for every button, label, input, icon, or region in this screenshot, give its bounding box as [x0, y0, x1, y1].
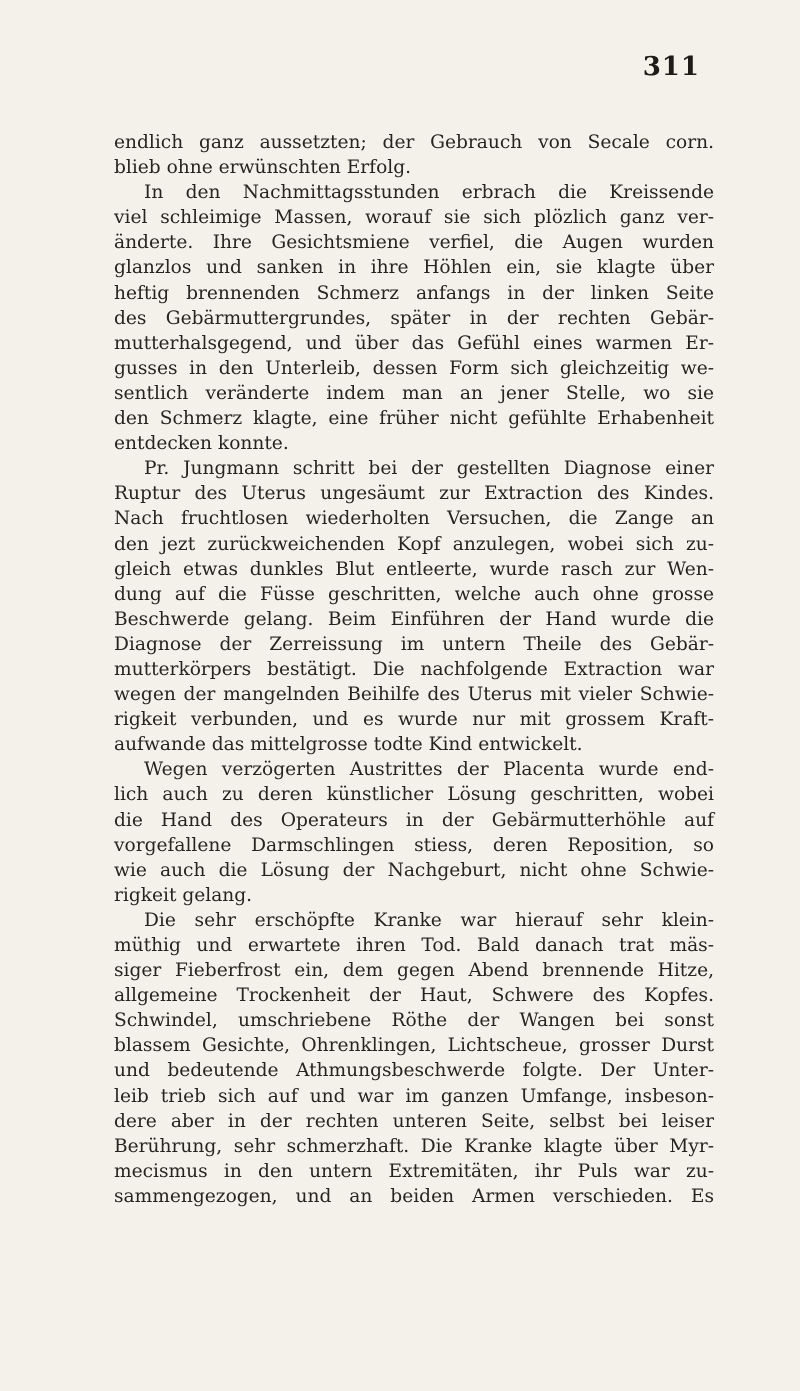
body-text — [114, 130, 714, 1209]
text-line: änderte. Ihre Gesichtsmiene verfiel, die Augen wurden — [114, 232, 714, 254]
text-line: mecismus in den untern Extremitäten, ihr Puls war zu- — [114, 1160, 714, 1182]
text-line: Nach fruchtlosen wiederholten Versuchen, die Zange an — [114, 508, 714, 530]
text-line: wegen der mangelnden Beihilfe des Uterus mit vieler Schwie- — [114, 684, 714, 706]
page-number: 311 — [642, 52, 700, 82]
text-line: rigkeit gelang. — [114, 884, 253, 906]
text-line: siger Fieberfrost ein, dem gegen Abend brennende Hitze, — [114, 960, 714, 982]
text-line: aufwande das mittelgrosse todte Kind entwickelt. — [114, 734, 583, 756]
text-line: sammengezogen, und an beiden Armen verschieden. Es — [114, 1185, 714, 1207]
text-line: des Gebärmuttergrundes, später in der rechten Gebär- — [114, 307, 714, 329]
text-line: den Schmerz klagte, eine früher nicht gefühlte Erhabenheit — [114, 408, 714, 430]
text-line: den jezt zurückweichenden Kopf anzulegen, wobei sich zu- — [114, 533, 714, 555]
text-line: müthig und erwartete ihren Tod. Bald danach trat mäs- — [114, 935, 714, 956]
text-line: leib trieb sich auf und war im ganzen Umfange, insbeson- — [114, 1085, 714, 1107]
text-line: Schwindel, umschriebene Röthe der Wangen bei sonst — [114, 1010, 714, 1032]
text-line: rigkeit verbunden, und es wurde nur mit grossem Kraft- — [114, 709, 714, 731]
text-line: dere aber in der rechten unteren Seite, selbst bei leiser — [114, 1110, 714, 1132]
text-line: dung auf die Füsse geschritten, welche auch ohne grosse — [114, 583, 714, 605]
text-line: In den Nachmittagsstunden erbrach die Kreissende — [144, 182, 714, 204]
text-line: Berührung, sehr schmerzhaft. Die Kranke klagte über Myr- — [114, 1135, 714, 1157]
text-line: allgemeine Trockenheit der Haut, Schwere des Kopfes. — [114, 985, 714, 1007]
text-line: Die sehr erschöpfte Kranke war hierauf sehr klein- — [144, 909, 714, 931]
text-line: blassem Gesichte, Ohrenklingen, Lichtscheue, grosser Durst — [114, 1035, 714, 1057]
text-line: sentlich veränderte indem man an jener Stelle, wo sie — [114, 382, 714, 404]
text-line: Ruptur des Uterus ungesäumt zur Extraction des Kindes. — [114, 483, 714, 505]
text-line: wie auch die Lösung der Nachgeburt, nicht ohne Schwie- — [114, 859, 714, 881]
text-line: gusses in den Unterleib, dessen Form sich gleichzeitig we- — [114, 357, 714, 379]
text-line: viel schleimige Massen, worauf sie sich plözlich ganz ver- — [114, 207, 714, 229]
text-line: gleich etwas dunkles Blut entleerte, wurde rasch zur Wen- — [114, 558, 714, 580]
text-line: Diagnose der Zerreissung im untern Theile des Gebär- — [114, 633, 714, 655]
text-line: mutterkörpers bestätigt. Die nachfolgende Extraction war — [114, 658, 714, 680]
text-line: glanzlos und sanken in ihre Höhlen ein, sie klagte über — [114, 257, 714, 279]
text-line: und bedeutende Athmungsbeschwerde folgte. Der Unter- — [114, 1060, 714, 1082]
text-line: blieb ohne erwünschten Erfolg. — [114, 157, 412, 179]
text-line: lich auch zu deren künstlicher Lösung geschritten, wobei — [114, 784, 714, 806]
text-line: die Hand des Operateurs in der Gebärmutterhöhle auf — [114, 809, 714, 831]
text-line: Pr. Jungmann schritt bei der gestellten Diagnose einer — [144, 458, 714, 480]
text-line: endlich ganz aussetzten; der Gebrauch von Secale corn. — [114, 132, 714, 153]
text-line: heftig brennenden Schmerz anfangs in der linken Seite — [114, 282, 714, 304]
text-line: entdecken konnte. — [114, 433, 289, 455]
text-line: Wegen verzögerten Austrittes der Placenta wurde end- — [144, 759, 714, 781]
text-line: mutterhalsgegend, und über das Gefühl eines warmen Er- — [114, 332, 714, 354]
text-line: vorgefallene Darmschlingen stiess, deren Reposition, so — [114, 834, 714, 856]
text-line: Beschwerde gelang. Beim Einführen der Hand wurde die — [114, 608, 714, 630]
